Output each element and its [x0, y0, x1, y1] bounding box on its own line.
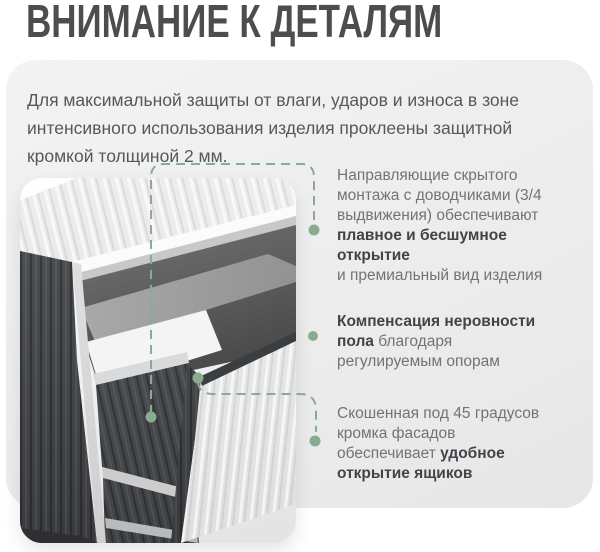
- intro-line: кромкой толщиной 2 мм.: [27, 145, 228, 166]
- callout-line: Направляющие скрытого: [337, 167, 518, 184]
- callout-line: выдвижения) обеспечивают: [337, 207, 539, 224]
- callout-line: открытие: [337, 247, 410, 264]
- callout-line: монтажа с доводчиками (3/4: [337, 187, 542, 204]
- callout-line: Скошенная под 45 градусов: [337, 405, 540, 422]
- callout-line: и премиальный вид изделия: [337, 267, 543, 284]
- callout-beveled-edge: [337, 404, 593, 484]
- intro-line: интенсивного использования изделия проклеены защитной: [27, 117, 513, 138]
- callout-line: кромка фасадов: [337, 425, 456, 442]
- intro-line: Для максимальной защиты от влаги, ударов и износа в зоне: [27, 89, 520, 110]
- callout-line: обеспечивает удобное: [337, 445, 505, 462]
- callout-line: открытие ящиков: [337, 465, 473, 482]
- product-photo: [20, 178, 296, 543]
- callout-adjustable-feet: [337, 312, 593, 372]
- callout-line: плавное и бесшумное: [337, 227, 507, 244]
- page-title: ВНИМАНИЕ К ДЕТАЛЯМ: [26, 0, 443, 47]
- callout-line: Компенсация неровности: [337, 313, 536, 330]
- callout-line: регулируемым опорам: [337, 353, 500, 370]
- intro-paragraph: [27, 86, 577, 170]
- callout-line: пола благодаря: [337, 333, 453, 350]
- callout-drawer-guides: [337, 166, 593, 286]
